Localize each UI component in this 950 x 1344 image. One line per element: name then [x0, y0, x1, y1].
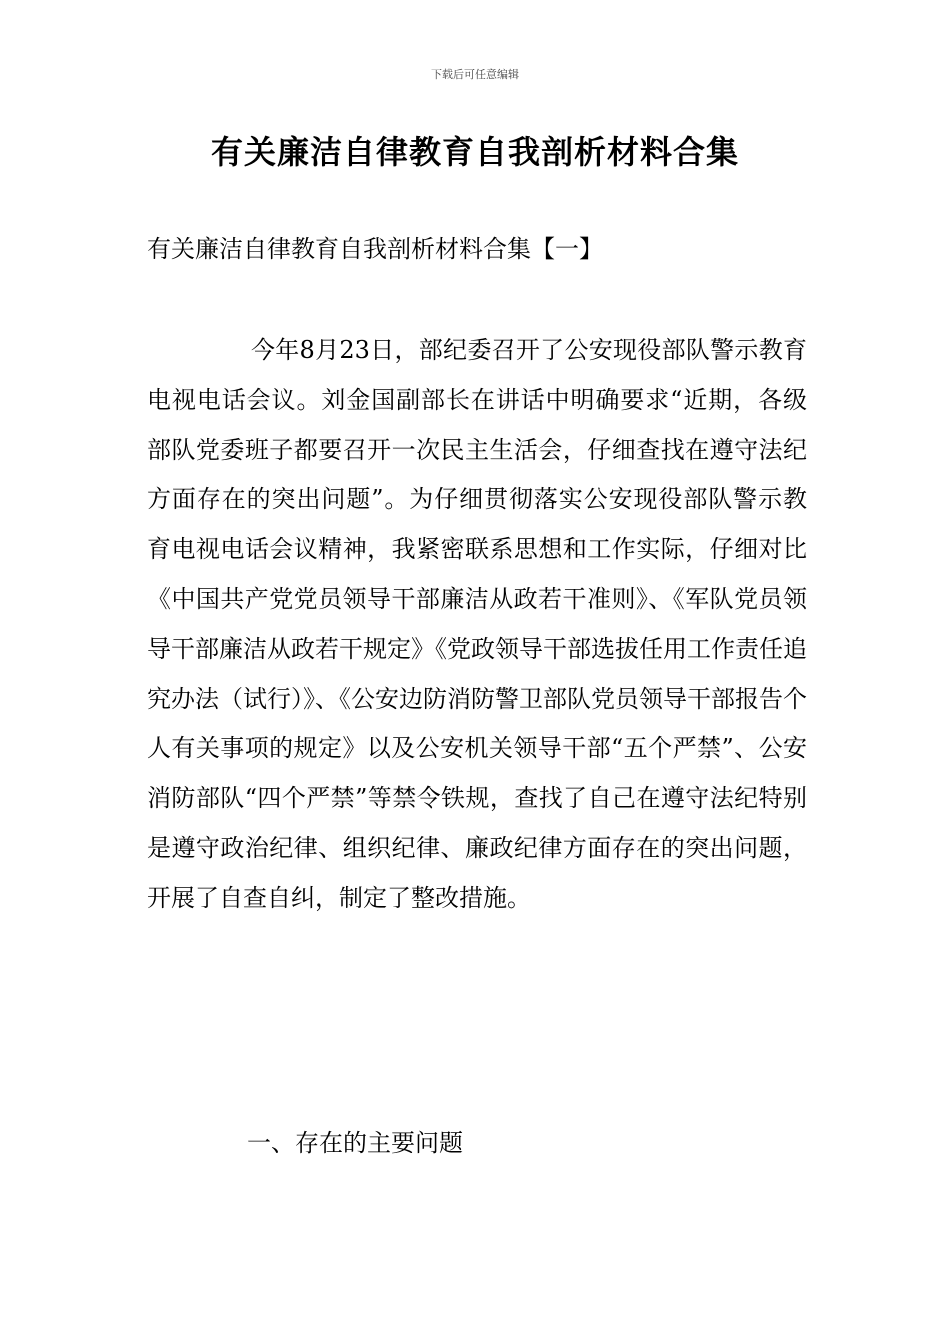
section-heading: 有关廉洁自律教育自我剖析材料合集【一】 [147, 235, 603, 263]
sub-heading: 一、存在的主要问题 [247, 1129, 463, 1157]
header-note: 下载后可任意编辑 [431, 68, 519, 81]
body-paragraph: 今年8月23日，部纪委召开了公安现役部队警示教育电视电话会议。刘金国副部长在讲话中明确要求“近期，各级部队党委班子都要召开一次民主生活会，仔细查找在遵守法纪方面存在的突出问题”。为仔细贯彻落实公安现役部队警示教育电视电话会议精神，我紧密联系思想和工作实际，仔细对比《中国共产党党员领导干部廉洁从政若干准则》、《军队党员领导干部廉洁从政若干规定》《党政领导干部选拔任用工作责任追究办法（试行）》、《公安边防消防警卫部队党员领导干部报告个人有关事项的规定》以及公安机关领导干部“五个严禁”、公安消防部队“四个严禁”等禁令铁规，查找了自己在遵守法纪特别是遵守政治纪律、组织纪律、廉政纪律方面存在的突出问题，开展了自查自纠，制定了整改措施。 [147, 336, 807, 912]
document-title: 有关廉洁自律教育自我剖析材料合集 [210, 133, 739, 171]
